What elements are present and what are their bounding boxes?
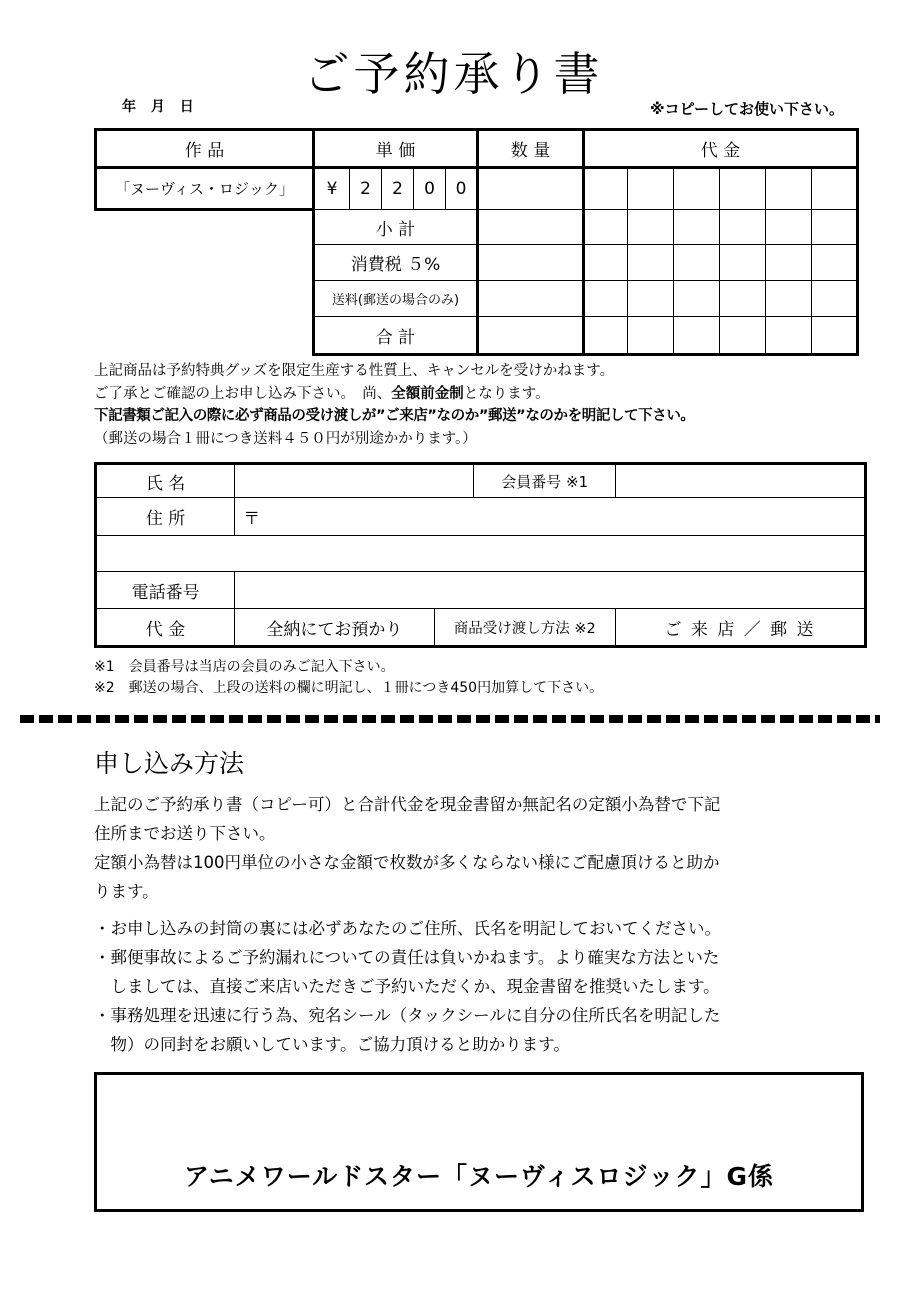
total-amount[interactable] (766, 317, 812, 355)
method-heading: 申し込み方法 (94, 749, 245, 778)
method-line: 定額小為替は100円単位の小さな金額で枚数が多くならない様にご配慮頂けると助か (94, 853, 720, 872)
bullet-item: ・お申し込みの封筒の裏には必ずあなたのご住所、氏名を明記しておいてください。 (94, 919, 721, 938)
name-input[interactable] (235, 464, 474, 498)
method-line: 住所までお送り下さい。 (94, 824, 276, 843)
tax-amount[interactable] (584, 245, 628, 281)
member-number-input[interactable] (616, 464, 866, 498)
payment-value: 全納にてお預かり (235, 609, 434, 647)
total-amount[interactable] (812, 317, 858, 355)
method-line: 上記のご予約承り書（コピー可）と合計代金を現金書留か無記名の定額小為替で下記 (94, 795, 721, 814)
postal-mark-icon: 〒 (243, 509, 261, 529)
shipping-amount[interactable] (628, 281, 674, 317)
tax-amount[interactable] (812, 245, 858, 281)
amount-cell[interactable] (584, 168, 628, 210)
shipping-amount[interactable] (584, 281, 628, 317)
copy-note: ※コピーしてお使い下さい。 (650, 100, 844, 118)
blank-area (96, 245, 314, 281)
address-line-2[interactable] (96, 536, 866, 572)
total-amount[interactable] (584, 317, 628, 355)
bullet-item: ・郵便事故によるご予約漏れについての責任は負いかねます。より確実な方法といた (94, 948, 720, 967)
subtotal-label: 小 計 (314, 210, 478, 245)
price-digit: 0 (414, 168, 446, 210)
method-body (94, 790, 884, 1059)
tax-amount[interactable] (674, 245, 720, 281)
total-amount[interactable] (674, 317, 720, 355)
footnotes (94, 657, 603, 699)
shipping-amount[interactable] (812, 281, 858, 317)
note-line: 上記商品は予約特典グッズを限定生産する性質上、キャンセルを受けかねます。 (94, 363, 615, 379)
footnote-1: ※1 会員番号は当店の会員のみご記入下さい。 (94, 659, 395, 675)
header-unit-price: 単 価 (314, 130, 478, 168)
shipping-amount[interactable] (766, 281, 812, 317)
price-digit: ¥ (314, 168, 350, 210)
amount-cell[interactable] (720, 168, 766, 210)
blank-area (96, 281, 314, 317)
tax-label: 消費税 ５% (314, 245, 478, 281)
shipping-amount[interactable] (674, 281, 720, 317)
prepay-emphasis: 全額前金制 (391, 385, 464, 402)
subtotal-amount[interactable] (584, 210, 628, 245)
phone-label: 電話番号 (96, 572, 235, 609)
price-digit: 2 (350, 168, 382, 210)
bullet-list (94, 914, 884, 1059)
subtotal-quantity[interactable] (478, 210, 584, 245)
total-quantity[interactable] (478, 317, 584, 355)
mailing-address-box (94, 1072, 864, 1212)
address-input[interactable] (235, 498, 866, 536)
blank-area (96, 210, 314, 245)
delivery-label: 商品受け渡し方法 ※2 (434, 609, 616, 647)
total-label: 合 計 (314, 317, 478, 355)
note-text: ご了承とご確認の上お申し込み下さい。 尚、 (94, 385, 392, 402)
phone-input[interactable] (235, 572, 866, 609)
product-name: 「ヌーヴィス・ロジック」 (96, 168, 314, 210)
shop-name: アニメワールドスター「ヌーヴィスロジック」G係 (183, 1162, 775, 1191)
header-product: 作 品 (96, 130, 314, 168)
footnote-2: ※2 郵送の場合、上段の送料の欄に明記し、１冊につき450円加算して下さい。 (94, 680, 604, 696)
payment-label: 代 金 (96, 609, 235, 647)
address-label: 住 所 (96, 498, 235, 536)
member-number-label: 会員番号 ※1 (474, 464, 616, 498)
subtotal-amount[interactable] (628, 210, 674, 245)
shipping-amount[interactable] (720, 281, 766, 317)
total-amount[interactable] (628, 317, 674, 355)
cut-line-divider (20, 715, 880, 723)
tax-amount[interactable] (720, 245, 766, 281)
tax-amount[interactable] (628, 245, 674, 281)
note-line-bold: 下記書類ご記入の際に必ず商品の受け渡しが”ご来店”なのか”郵送”なのかを明記して下さい。 (94, 408, 695, 424)
amount-cell[interactable] (812, 168, 858, 210)
customer-table (94, 462, 867, 648)
shipping-quantity[interactable] (478, 281, 584, 317)
subtotal-amount[interactable] (766, 210, 812, 245)
subtotal-amount[interactable] (812, 210, 858, 245)
note-line: （郵送の場合１冊につき送料４５０円が別途かかります。） (94, 430, 477, 447)
price-digit: 0 (446, 168, 478, 210)
date-field: 年 月 日 (122, 99, 194, 115)
price-digit: 2 (382, 168, 414, 210)
total-amount[interactable] (720, 317, 766, 355)
terms-notes (94, 360, 884, 450)
note-text: となります。 (463, 385, 550, 402)
tax-quantity[interactable] (478, 245, 584, 281)
method-line: ります。 (94, 882, 159, 901)
tax-amount[interactable] (766, 245, 812, 281)
bullet-item: ・事務処理を迅速に行う為、宛名シール（タックシールに自分の住所氏名を明記した (94, 1006, 721, 1025)
blank-area (96, 317, 314, 355)
subtotal-amount[interactable] (674, 210, 720, 245)
bullet-item: 物）の同封をお願いしています。ご協力頂けると助かります。 (94, 1035, 570, 1054)
name-label: 氏 名 (96, 464, 235, 498)
shipping-label: 送料(郵送の場合のみ) (314, 281, 478, 317)
delivery-options[interactable]: ご 来 店 ／ 郵 送 (616, 609, 866, 647)
amount-cell[interactable] (674, 168, 720, 210)
amount-cell[interactable] (766, 168, 812, 210)
note-line (94, 383, 884, 406)
quantity-cell[interactable] (478, 168, 584, 210)
document-title: ご予約承り書 (303, 47, 604, 101)
order-table (94, 128, 859, 356)
header-quantity: 数 量 (478, 130, 584, 168)
bullet-item: しましては、直接ご来店いただきご予約いただくか、現金書留を推奨いたします。 (94, 977, 720, 996)
header-amount: 代 金 (584, 130, 858, 168)
amount-cell[interactable] (628, 168, 674, 210)
subtotal-amount[interactable] (720, 210, 766, 245)
